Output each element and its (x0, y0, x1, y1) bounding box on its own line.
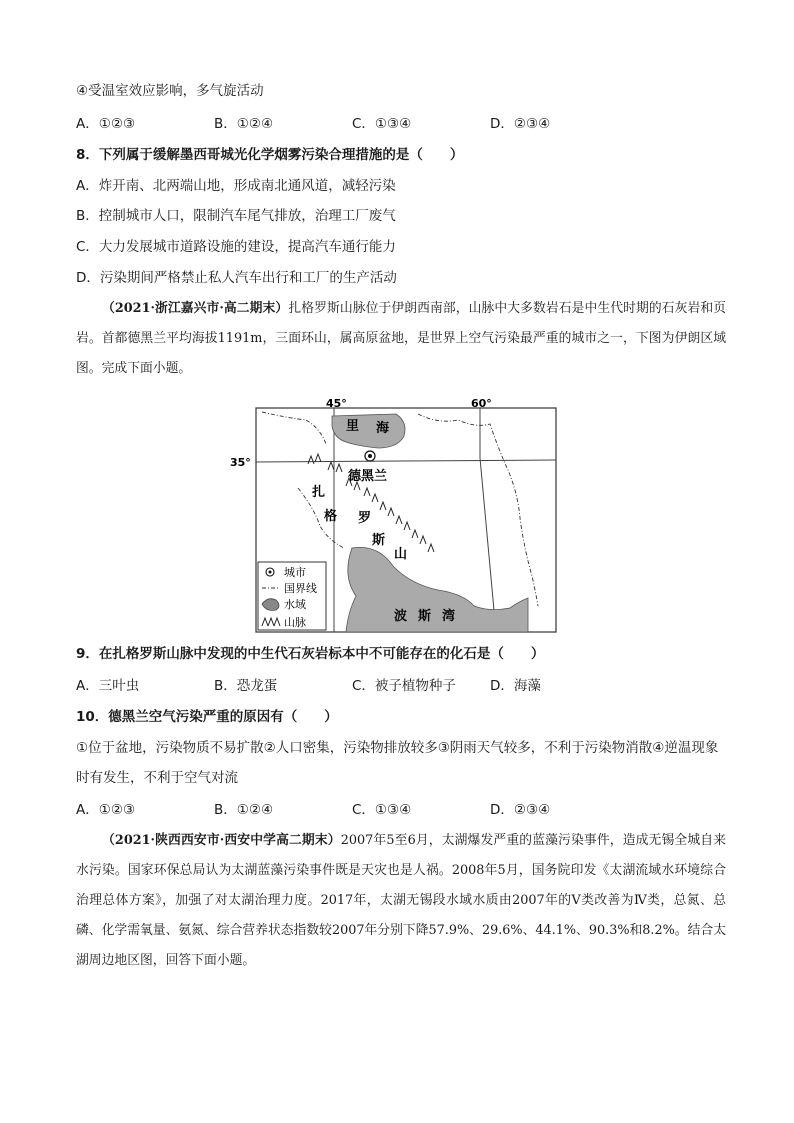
lon-45-label: 45° (326, 398, 347, 410)
q9-option-a[interactable]: A．三叶虫 (76, 678, 140, 694)
mountain-label-4: 斯 (372, 533, 386, 548)
q7-option-c[interactable]: C．①③④ (352, 116, 412, 132)
legend-water: 水域 (284, 598, 306, 611)
q9-option-b[interactable]: B．恐龙蛋 (214, 678, 278, 694)
q7-option-a[interactable]: A．①②③ (76, 116, 136, 132)
q8-option-b[interactable]: B．控制城市人口，限制汽车尾气排放，治理工厂废气 (76, 208, 396, 224)
mountain-label-5: 山 (394, 547, 408, 562)
gulf-label-3: 湾 (442, 609, 456, 624)
lat-35-label: 35° (230, 456, 251, 469)
passage-iran (76, 294, 726, 384)
legend-mountain: 山脉 (284, 616, 306, 629)
q10-statements: ①位于盆地，污染物质不易扩散②人口密集，污染物排放较多③阴雨天气较多，不利于污染物消散④逆温现象时有发生，不利于空气对流 (76, 740, 719, 786)
mountain-label-2: 格 (324, 509, 338, 524)
mountain-label-1: 扎 (312, 485, 326, 500)
gulf-label-1: 波 (394, 609, 408, 624)
tehran-label: 德黑兰 (348, 469, 388, 484)
iran-map (228, 398, 558, 636)
q9-stem: 9．在扎格罗斯山脉中发现的中生代石灰岩标本中不可能存在的化石是（ ） (76, 646, 545, 662)
q10-option-c[interactable]: C．①③④ (352, 802, 412, 818)
q10-option-a[interactable]: A．①②③ (76, 802, 136, 818)
q9-option-d[interactable]: D．海藻 (490, 678, 541, 694)
passage-source-2: （2021·陕西西安市·西安中学高二期末） (102, 833, 341, 848)
caspian-label-1: 里 (346, 419, 360, 434)
passage-text-2: 2007年5至6月，太湖爆发严重的蓝藻污染事件，造成无锡全城自来水污染。国家环保总局认为太湖蓝藻污染事件既是天灾也是人祸。2008年5月，国务院印发《太湖流域水环境综合治理总体方案》，加强了对太湖治理力度。2017年，太湖无锡段水域水质由2007年的Ⅴ类改善为Ⅳ类，总氮、总磷、化学需氧量、氨氮、综合营养状态指数较2007年分别下降57.9%、29.6%、44.1%、90.3%和8.2%。结合太湖周边地区图，回答下面小题。 (76, 833, 726, 968)
passage-source: （2021·浙江嘉兴市·高二期末） (102, 301, 289, 316)
legend-city: 城市 (284, 566, 306, 579)
mountain-label-3: 罗 (358, 511, 372, 526)
map-legend (258, 562, 326, 630)
q7-option-b[interactable]: B．①②④ (214, 116, 274, 132)
legend-border: 国界线 (284, 582, 317, 595)
gulf-label-2: 斯 (418, 609, 432, 624)
lon-60-label: 60° (471, 398, 492, 410)
passage-text: 扎格罗斯山脉位于伊朗西南部，山脉中大多数岩石是中生代时期的石灰岩和页岩。首都德黑兰平均海拔1191m，三面环山，属高原盆地，是世界上空气污染最严重的城市之一，下图为伊朗区域图。完成下面小题。 (76, 301, 726, 376)
q7-option-d[interactable]: D．②③④ (490, 116, 551, 132)
q8-option-c[interactable]: C．大力发展城市道路设施的建设，提高汽车通行能力 (76, 239, 396, 255)
q10-option-d[interactable]: D．②③④ (490, 802, 551, 818)
q10-option-b[interactable]: B．①②④ (214, 802, 274, 818)
q9-option-c[interactable]: C．被子植物种子 (352, 678, 456, 694)
q8-option-a[interactable]: A．炸开南、北两端山地，形成南北通风道，减轻污染 (76, 178, 396, 194)
passage-taihu (76, 826, 726, 976)
option-line-4: ④受温室效应影响，多气旋活动 (76, 83, 264, 99)
q10-stem: 10．德黑兰空气污染严重的原因有（ ） (76, 709, 338, 725)
caspian-label-2: 海 (376, 421, 390, 436)
q8-stem: 8．下列属于缓解墨西哥城光化学烟雾污染合理措施的是（ ） (76, 147, 464, 163)
q8-option-d[interactable]: D．污染期间严格禁止私人汽车出行和工厂的生产活动 (76, 270, 397, 286)
